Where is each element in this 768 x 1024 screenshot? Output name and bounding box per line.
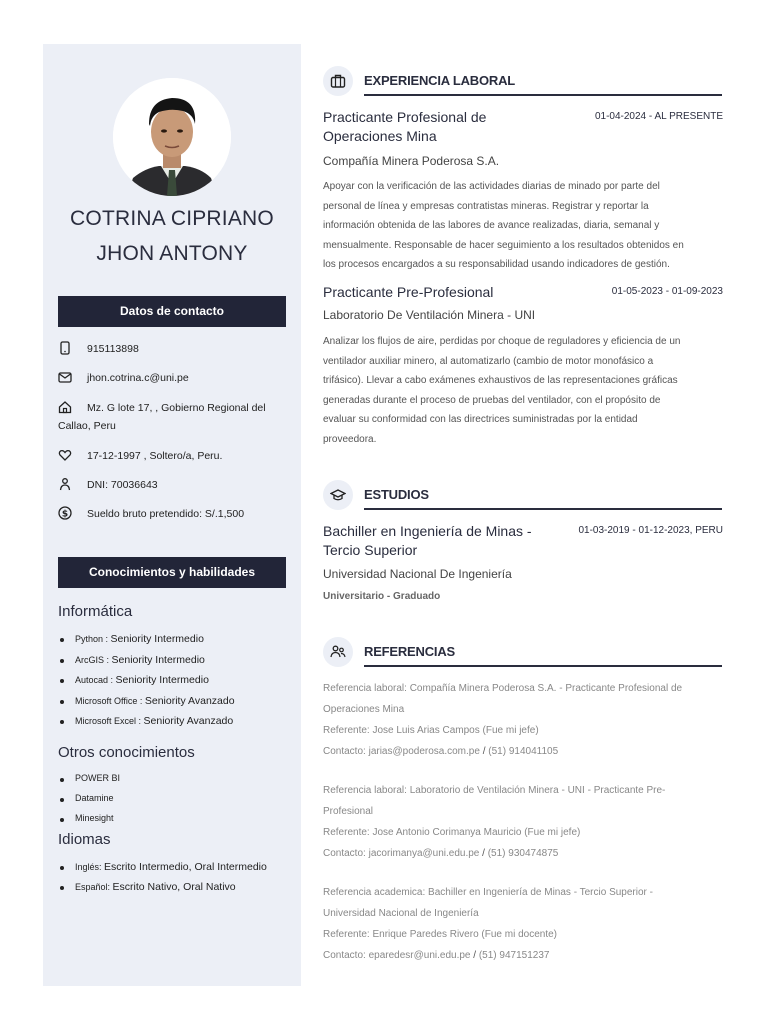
job-1-title: Practicante Profesional de Operaciones Mina xyxy=(323,109,487,144)
skills-section-title: Conocimientos y habilidades xyxy=(58,557,286,588)
degree-title: Bachiller en Ingeniería de Minas - Tercio Superior xyxy=(323,523,532,558)
home-icon xyxy=(58,400,72,414)
salary-text: Sueldo bruto pretendido: S/.1,500 xyxy=(87,508,245,520)
profile-photo xyxy=(113,78,231,196)
school-name: Universidad Nacional De Ingeniería xyxy=(323,567,512,581)
phone-icon xyxy=(58,341,72,355)
sidebar: COTRINA CIPRIANO JHON ANTONY Datos de contacto 915113898 jhon.cotrina.c@uni.pe Mz. G lote 17, , Gobierno Regional del Callao, Peru 17-12-1997 , Soltero/a, Peru. DNI: 70036643 $ Sueldo bruto pretendido: S/.1,500 Conocimientos y habilidades Informática Python : Seniority Intermedio ArcGIS : Seniority Intermedio Autocad : Seniority Intermedio Microsoft Office : Seniority Avanzado Microsoft Excel : Seniority Avanzado Otros conocimientos POWER BI Datamine Minesight Idiomas Inglés: Escrito Intermedio, Oral Intermedio Español: Escrito Nativo, Oral Nativo xyxy=(43,44,301,986)
contact-birth xyxy=(58,447,286,465)
references-header xyxy=(323,635,722,669)
reference-1-email[interactable]: jarias@poderosa.com.pe xyxy=(368,746,480,757)
job-1-dates: 01-04-2024 - AL PRESENTE xyxy=(594,111,723,122)
graduation-cap-icon xyxy=(330,487,346,503)
person-icon xyxy=(58,477,72,491)
contact-section-title: Datos de contacto xyxy=(58,296,286,327)
people-icon xyxy=(330,644,346,660)
job-1-description: Apoyar con la verificación de las actividades diarias de minado por parte del personal de línea y empresas contratistas mineras. Registrar y reportar la información obtenida de las labores de avance realizadas, diaria, semanal y mensualmente. Responsable de hacer seguimiento a los resultados obtenidos en los procesos encargados a su responsabilidad usando indicadores de gestión. xyxy=(323,181,684,270)
job-2-description: Analizar los flujos de aire, perdidas por choque de reguladores y eficiencia de un ventilador auxiliar minero, al automatizarlo (cambio de motor monofásico a trifásico). Llevar a cabo exámenes exhaustivos de las representaciones gráficas generadas durante el proceso de pruebas del ventilador, con el propósito de evaluar su conformidad con las directrices suministradas por la entidad proveedora. xyxy=(323,336,681,445)
reference-2-email[interactable]: jacorimanya@uni.edu.pe xyxy=(368,848,480,859)
job-1-company: Compañía Minera Poderosa S.A. xyxy=(323,154,500,168)
phone-text: 915113898 xyxy=(87,343,139,355)
mail-icon xyxy=(58,370,72,384)
dollar-icon xyxy=(58,506,72,520)
reference-1: Referencia laboral: Compañía Minera Poderosa S.A. - Practicante Profesional de Operaciones Mina Referente: Jose Luis Arias Campos (Fue mi jefe) Contacto: jarias@poderosa.com.pe / (51) 914041105 xyxy=(323,683,683,757)
job-2-title: Practicante Pre-Profesional xyxy=(323,284,494,300)
references-title: REFERENCIAS xyxy=(364,644,455,659)
job-2-dates: 01-05-2023 - 01-09-2023 xyxy=(611,286,723,297)
reference-2: Referencia laboral: Laboratorio de Ventilación Minera - UNI - Practicante Pre- Profesional Referente: Jose Antonio Corimanya Mauricio (Fue mi jefe) Contacto: jacorimanya@uni.edu.pe / (51) 930474875 xyxy=(323,785,666,859)
name-line-2: JHON ANTONY xyxy=(96,242,248,265)
education-header xyxy=(323,478,722,512)
heart-icon xyxy=(58,448,72,462)
experience-header xyxy=(323,64,722,98)
email-text[interactable]: jhon.cotrina.c@uni.pe xyxy=(87,372,189,384)
experience-title: EXPERIENCIA LABORAL xyxy=(364,73,516,88)
svg-text:$: $ xyxy=(61,509,69,520)
birth-text: 17-12-1997 , Soltero/a, Peru. xyxy=(87,450,223,462)
reference-3: Referencia academica: Bachiller en Ingeniería de Minas - Tercio Superior - Universidad Nacional de Ingeniería Referente: Enrique Paredes Rivero (Fue mi docente) Contacto: eparedesr@uni.edu.pe / (51) 947151237 xyxy=(323,887,653,961)
address-text: Mz. G lote 17, , Gobierno Regional del Callao, Peru xyxy=(58,402,266,432)
dni-text: DNI: 70036643 xyxy=(87,479,158,491)
education-title: ESTUDIOS xyxy=(364,487,429,502)
contact-email xyxy=(58,369,286,387)
degree-dates: 01-03-2019 - 01-12-2023, PERU xyxy=(578,525,723,536)
contact-address xyxy=(58,399,286,435)
otros-title: Otros conocimientos xyxy=(58,744,195,761)
name-line-1: COTRINA CIPRIANO xyxy=(70,207,274,230)
person-photo-icon xyxy=(113,78,231,196)
informatica-title: Informática xyxy=(58,603,133,620)
job-2-company: Laboratorio De Ventilación Minera - UNI xyxy=(323,308,536,322)
contact-dni xyxy=(58,476,286,494)
contact-salary xyxy=(58,505,286,523)
degree-level: Universitario - Graduado xyxy=(323,591,441,602)
briefcase-icon xyxy=(330,73,346,89)
contact-phone xyxy=(58,340,286,358)
idiomas-title: Idiomas xyxy=(58,831,111,848)
reference-3-email[interactable]: eparedesr@uni.edu.pe xyxy=(368,950,471,961)
